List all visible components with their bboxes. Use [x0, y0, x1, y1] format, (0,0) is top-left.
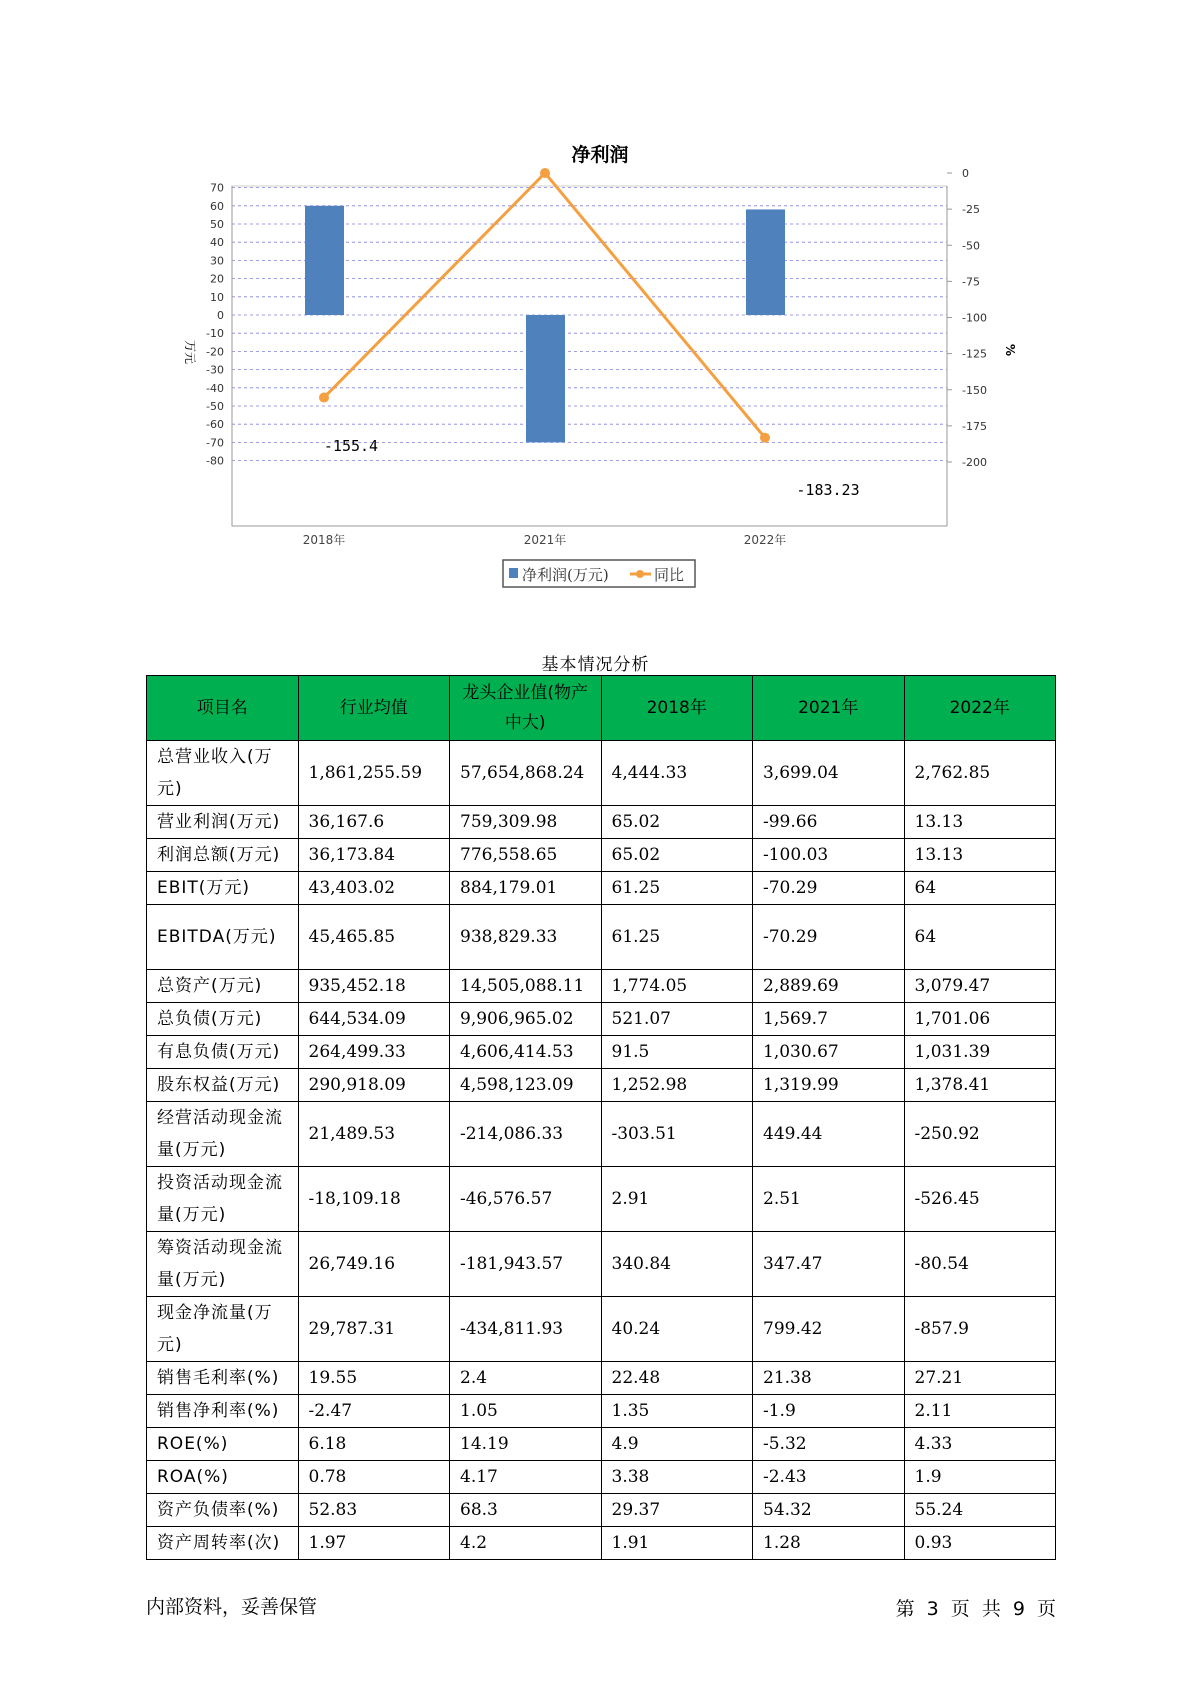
row-label: 资产负债率(%) [147, 1494, 299, 1527]
table-cell: 884,179.01 [450, 872, 602, 905]
table-cell: 935,452.18 [298, 970, 450, 1003]
header-2022: 2022年 [904, 676, 1056, 741]
table-cell: 64 [904, 872, 1056, 905]
table-cell: 1,774.05 [601, 970, 753, 1003]
net-profit-chart [0, 0, 1191, 600]
table-cell: 3,699.04 [753, 741, 905, 806]
header-2021: 2021年 [753, 676, 905, 741]
table-cell: 340.84 [601, 1232, 753, 1297]
table-cell: 264,499.33 [298, 1036, 450, 1069]
table-cell: -99.66 [753, 806, 905, 839]
row-label: 现金净流量(万元) [147, 1297, 299, 1362]
row-label: 股东权益(万元) [147, 1069, 299, 1102]
y-tick-label: -30 [206, 363, 224, 377]
table-cell: 29,787.31 [298, 1297, 450, 1362]
table-cell: 776,558.65 [450, 839, 602, 872]
table-cell: 2,762.85 [904, 741, 1056, 806]
table-cell: 91.5 [601, 1036, 753, 1069]
table-cell: -70.29 [753, 872, 905, 905]
header-2018: 2018年 [601, 676, 753, 741]
table-row [147, 1527, 1056, 1560]
table-cell: 0.78 [298, 1461, 450, 1494]
row-label: 营业利润(万元) [147, 806, 299, 839]
table-cell: 2.91 [601, 1167, 753, 1232]
table-cell: 1,031.39 [904, 1036, 1056, 1069]
table-cell: 13.13 [904, 839, 1056, 872]
table-cell: 1.28 [753, 1527, 905, 1560]
table-cell: 68.3 [450, 1494, 602, 1527]
table-cell: 4,444.33 [601, 741, 753, 806]
x-tick-label: 2021年 [523, 533, 567, 547]
footer-confidential-note: 内部资料，妥善保管 [146, 1596, 318, 1618]
row-label: 销售毛利率(%) [147, 1362, 299, 1395]
header-industry-avg: 行业均值 [298, 676, 450, 741]
table-cell: 1,569.7 [753, 1003, 905, 1036]
table-cell: -250.92 [904, 1102, 1056, 1167]
table-row [147, 741, 1056, 806]
table-cell: -46,576.57 [450, 1167, 602, 1232]
row-label: 销售净利率(%) [147, 1395, 299, 1428]
legend-bar-label: 净利润(万元) [522, 566, 609, 584]
legend-bar-swatch [509, 568, 518, 578]
right-axis-ticks [947, 167, 987, 469]
table-cell: 61.25 [601, 905, 753, 970]
bar-2018年 [305, 206, 344, 315]
table-row [147, 970, 1056, 1003]
table-cell: -303.51 [601, 1102, 753, 1167]
table-cell: 36,167.6 [298, 806, 450, 839]
table-cell: 1.97 [298, 1527, 450, 1560]
table-cell: 4,606,414.53 [450, 1036, 602, 1069]
table-cell: 55.24 [904, 1494, 1056, 1527]
table-row [147, 806, 1056, 839]
table-row [147, 1003, 1056, 1036]
table-cell: -100.03 [753, 839, 905, 872]
row-label: ROE(%) [147, 1428, 299, 1461]
table-cell: 65.02 [601, 839, 753, 872]
table-cell: 22.48 [601, 1362, 753, 1395]
basic-analysis-table [146, 675, 1056, 1560]
table-cell: 2,889.69 [753, 970, 905, 1003]
row-label: 利润总额(万元) [147, 839, 299, 872]
table-cell: 54.32 [753, 1494, 905, 1527]
table-title: 基本情况分析 [541, 655, 650, 675]
bar-2022年 [746, 209, 785, 315]
table-row [147, 1297, 1056, 1362]
table-cell: 759,309.98 [450, 806, 602, 839]
y-tick-label: -80 [206, 454, 224, 468]
table-cell: -80.54 [904, 1232, 1056, 1297]
table-cell: 27.21 [904, 1362, 1056, 1395]
y-tick-label: 0 [217, 309, 224, 322]
table-cell: -2.43 [753, 1461, 905, 1494]
y2-tick-label: -200 [962, 456, 987, 469]
legend-line-marker [636, 570, 644, 578]
row-label: EBITDA(万元) [147, 905, 299, 970]
table-cell: -1.9 [753, 1395, 905, 1428]
table-cell: 43,403.02 [298, 872, 450, 905]
table-cell: 14.19 [450, 1428, 602, 1461]
table-row [147, 1395, 1056, 1428]
table-cell: -526.45 [904, 1167, 1056, 1232]
x-tick-label: 2018年 [302, 533, 346, 547]
x-tick-label: 2022年 [743, 533, 787, 547]
table-row [147, 1069, 1056, 1102]
table-cell: 347.47 [753, 1232, 905, 1297]
y-tick-label: -40 [206, 381, 224, 395]
table-cell: -214,086.33 [450, 1102, 602, 1167]
table-cell: -18,109.18 [298, 1167, 450, 1232]
table-row [147, 1494, 1056, 1527]
table-cell: 26,749.16 [298, 1232, 450, 1297]
row-label: 总负债(万元) [147, 1003, 299, 1036]
table-cell: 3.38 [601, 1461, 753, 1494]
table-cell: 14,505,088.11 [450, 970, 602, 1003]
y-tick-label: 60 [210, 199, 224, 213]
table-cell: 4.9 [601, 1428, 753, 1461]
table-cell: 1,378.41 [904, 1069, 1056, 1102]
yoy-point-2018年 [319, 393, 329, 403]
table-cell: 449.44 [753, 1102, 905, 1167]
y-tick-label: -20 [206, 345, 224, 359]
table-row [147, 1232, 1056, 1297]
table-cell: 52.83 [298, 1494, 450, 1527]
table-cell: 40.24 [601, 1297, 753, 1362]
table-cell: 1,861,255.59 [298, 741, 450, 806]
table-cell: 13.13 [904, 806, 1056, 839]
table-cell: 65.02 [601, 806, 753, 839]
table-cell: 2.51 [753, 1167, 905, 1232]
table-cell: 1,319.99 [753, 1069, 905, 1102]
y2-tick-label: -100 [962, 311, 987, 325]
table-cell: 4.2 [450, 1527, 602, 1560]
table-cell: 1.9 [904, 1461, 1056, 1494]
table-cell: 29.37 [601, 1494, 753, 1527]
table-cell: 36,173.84 [298, 839, 450, 872]
bar-2021年 [526, 315, 565, 442]
table-row [147, 1167, 1056, 1232]
table-cell: 21.38 [753, 1362, 905, 1395]
left-axis-ticks [206, 182, 224, 468]
table-cell: -2.47 [298, 1395, 450, 1428]
y-axis-label: 万元 [183, 339, 197, 365]
row-label: 投资活动现金流量(万元) [147, 1167, 299, 1232]
data-label-2018: -155.4 [323, 437, 379, 455]
row-label: 总资产(万元) [147, 970, 299, 1003]
y2-tick-label: -75 [962, 275, 980, 289]
table-cell: 21,489.53 [298, 1102, 450, 1167]
y2-axis-label: % [1003, 343, 1017, 357]
table-row [147, 839, 1056, 872]
table-row [147, 1428, 1056, 1461]
y-tick-label: -60 [206, 418, 224, 432]
y-tick-label: 20 [210, 272, 224, 286]
table-cell: 4.33 [904, 1428, 1056, 1461]
chart-legend [503, 560, 695, 587]
table-cell: -5.32 [753, 1428, 905, 1461]
y2-tick-label: -175 [962, 419, 987, 433]
footer-page-number: 第 3 页 共 9 页 [895, 1598, 1056, 1620]
table-row [147, 1102, 1056, 1167]
table-cell: 938,829.33 [450, 905, 602, 970]
y-tick-label: 40 [210, 236, 224, 250]
table-cell: 644,534.09 [298, 1003, 450, 1036]
table-cell: 9,906,965.02 [450, 1003, 602, 1036]
table-cell: -434,811.93 [450, 1297, 602, 1362]
y-tick-label: -10 [206, 327, 224, 341]
data-label-2022: -183.23 [796, 481, 860, 499]
table-cell: -70.29 [753, 905, 905, 970]
row-label: EBIT(万元) [147, 872, 299, 905]
table-cell: -857.9 [904, 1297, 1056, 1362]
table-header-row [147, 676, 1056, 741]
header-item-name: 项目名 [147, 676, 299, 741]
y-tick-label: 70 [210, 181, 224, 195]
table-row [147, 1461, 1056, 1494]
table-cell: 521.07 [601, 1003, 753, 1036]
row-label: 筹资活动现金流量(万元) [147, 1232, 299, 1297]
y2-tick-label: -150 [962, 383, 987, 397]
yoy-point-2021年 [540, 168, 550, 178]
table-cell: 4.17 [450, 1461, 602, 1494]
table-cell: 1.35 [601, 1395, 753, 1428]
y-tick-label: -70 [206, 436, 224, 450]
table-cell: 45,465.85 [298, 905, 450, 970]
yoy-point-2022年 [760, 433, 770, 443]
legend-line-label: 同比 [654, 566, 685, 584]
y-tick-label: 10 [210, 290, 224, 304]
table-cell: 64 [904, 905, 1056, 970]
table-cell: 3,079.47 [904, 970, 1056, 1003]
y2-tick-label: -25 [962, 203, 980, 217]
table-cell: 0.93 [904, 1527, 1056, 1560]
table-cell: 1.91 [601, 1527, 753, 1560]
table-cell: 1,252.98 [601, 1069, 753, 1102]
table-cell: 19.55 [298, 1362, 450, 1395]
row-label: 资产周转率(次) [147, 1527, 299, 1560]
table-cell: 1,030.67 [753, 1036, 905, 1069]
y-tick-label: -50 [206, 400, 224, 413]
table-cell: 1.05 [450, 1395, 602, 1428]
y2-tick-label: 0 [962, 167, 969, 180]
x-axis-labels [303, 532, 787, 547]
table-row [147, 905, 1056, 970]
table-cell: 6.18 [298, 1428, 450, 1461]
bar-series [305, 206, 785, 443]
table-cell: 799.42 [753, 1297, 905, 1362]
y-tick-label: 30 [210, 254, 224, 268]
table-cell: 4,598,123.09 [450, 1069, 602, 1102]
y2-tick-label: -125 [962, 347, 987, 361]
chart-title: 净利润 [571, 144, 629, 166]
y2-tick-label: -50 [962, 239, 980, 253]
table-cell: 57,654,868.24 [450, 741, 602, 806]
table-cell: 61.25 [601, 872, 753, 905]
row-label: 有息负债(万元) [147, 1036, 299, 1069]
table-row [147, 872, 1056, 905]
table-cell: 290,918.09 [298, 1069, 450, 1102]
row-label: 经营活动现金流量(万元) [147, 1102, 299, 1167]
table-row [147, 1036, 1056, 1069]
row-label: 总营业收入(万元) [147, 741, 299, 806]
table-cell: -181,943.57 [450, 1232, 602, 1297]
row-label: ROA(%) [147, 1461, 299, 1494]
header-leader-value: 龙头企业值(物产中大) [450, 676, 602, 741]
table-cell: 2.11 [904, 1395, 1056, 1428]
table-cell: 2.4 [450, 1362, 602, 1395]
y-tick-label: 50 [210, 218, 224, 231]
table-row [147, 1362, 1056, 1395]
table-cell: 1,701.06 [904, 1003, 1056, 1036]
